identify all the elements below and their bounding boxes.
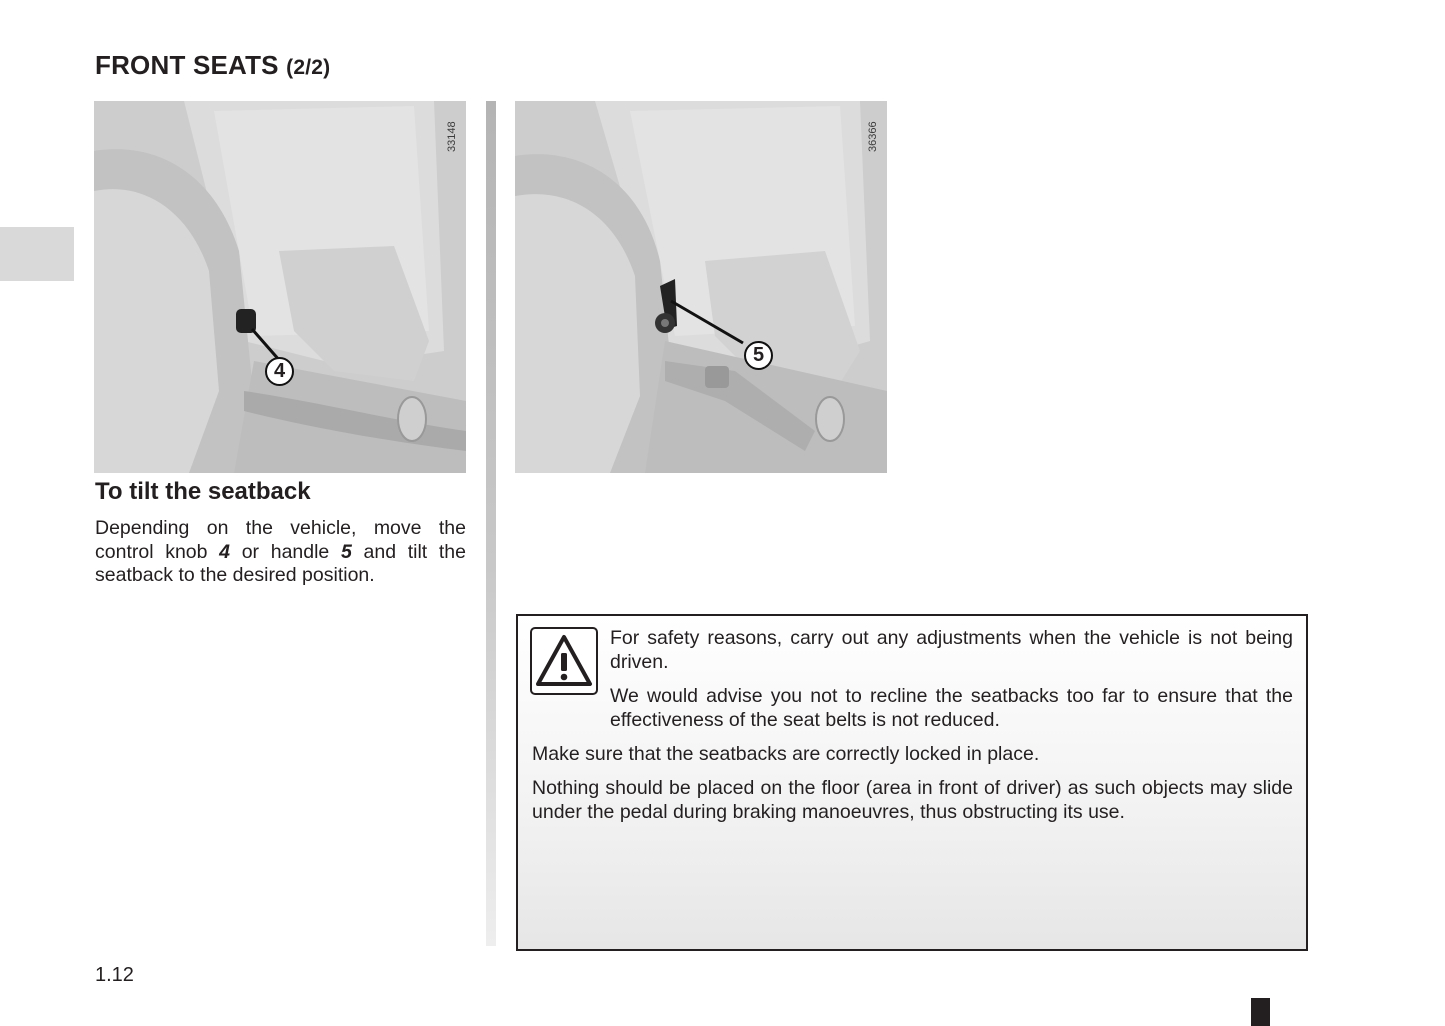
section-heading: To tilt the seatback [95, 478, 311, 505]
title-text: FRONT SEATS [95, 50, 279, 80]
page-edge-marker [1251, 998, 1270, 1026]
figure-seat-knob [94, 101, 466, 473]
warning-box [516, 614, 1308, 951]
seat-illustration-2 [515, 101, 887, 473]
figure-ref-2: 36366 [867, 121, 879, 152]
body-text-3: and tilt the seatback to the desired position. [95, 540, 466, 586]
body-text-2: or handle [230, 540, 341, 563]
callout-4: 4 [265, 357, 294, 386]
page-number: 1.12 [95, 964, 134, 986]
handle-ref: 5 [340, 540, 352, 563]
chapter-tab [0, 227, 74, 281]
section-body [95, 517, 466, 588]
warning-triangle-icon [530, 627, 598, 695]
warning-paragraph-2: We would advise you not to recline the seatbacks too far to ensure that the effectiveness of the seat belts is not reduced. [610, 685, 1293, 731]
callout-5: 5 [744, 341, 773, 370]
seat-illustration-1 [94, 101, 466, 473]
title-part: (2/2) [286, 56, 331, 79]
figure-seat-handle [515, 101, 887, 473]
body-text-1: Depending on the vehicle, move the control knob [95, 517, 466, 563]
page-title [95, 50, 330, 81]
column-divider [486, 101, 496, 946]
figure-ref-1: 33148 [446, 121, 458, 152]
warning-paragraph-3: Make sure that the seatbacks are correctly locked in place. [532, 743, 1040, 765]
warning-paragraph-4: Nothing should be placed on the floor (area in front of driver) as such objects may slide under the pedal during braking manoeuvres, thus obstructing its use. [532, 777, 1293, 823]
knob-ref: 4 [219, 540, 231, 563]
warning-paragraph-1: For safety reasons, carry out any adjustments when the vehicle is not being driven. [610, 627, 1293, 673]
